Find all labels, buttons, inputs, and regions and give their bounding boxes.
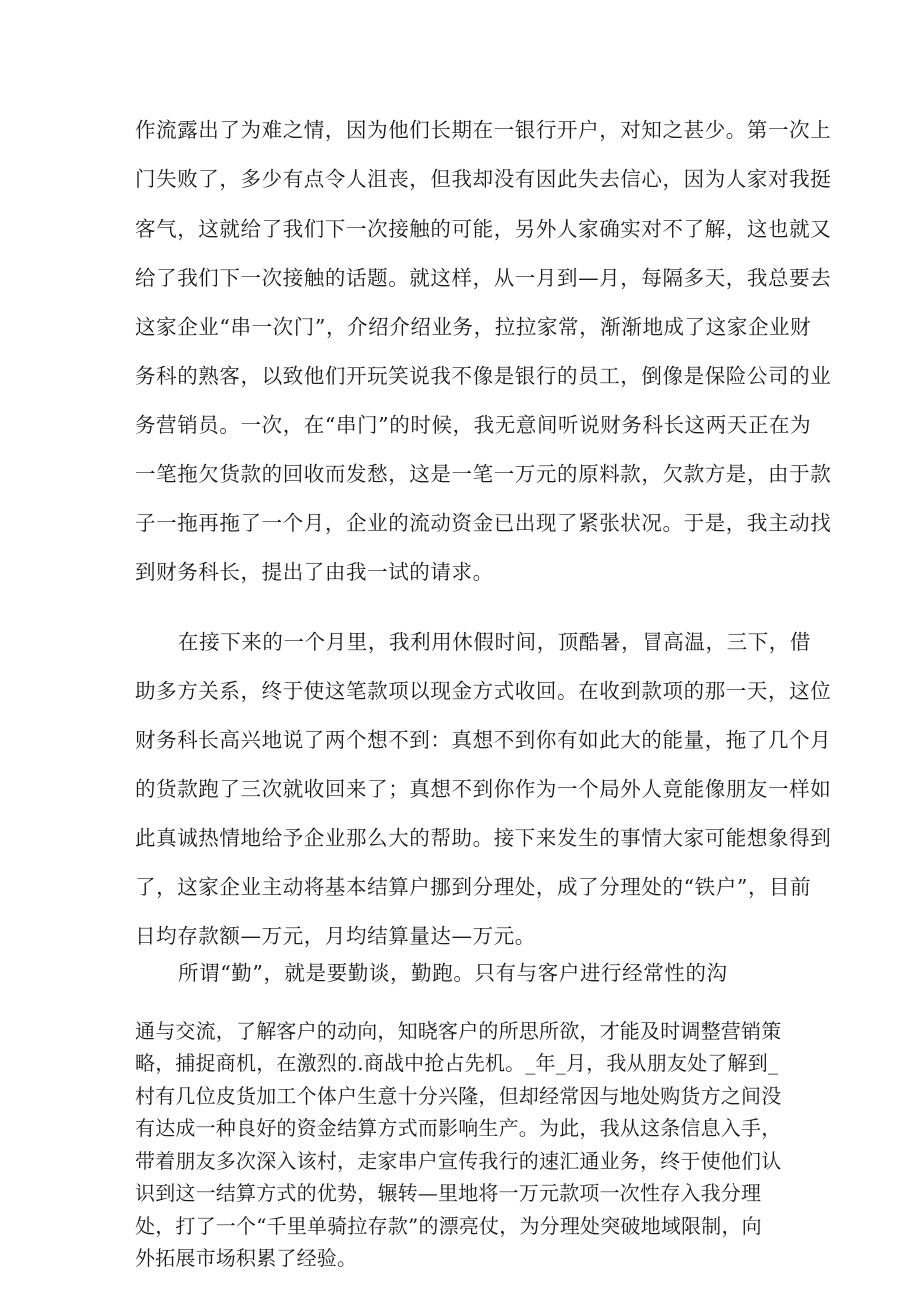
paragraph-1-line-4: 给了我们下一次接触的话题。就这样，从一月到—月，每隔多天，我总要去 bbox=[135, 266, 832, 290]
paragraph-2-line-1: 在接下来的一个月里，我利用休假时间，顶酷暑，冒高温，三下，借 bbox=[178, 630, 811, 654]
paragraph-2-line-3: 财务科长高兴地说了两个想不到：真想不到你有如此大的能量，拖了几个月 bbox=[135, 728, 832, 752]
paragraph-1-line-10: 到财务科长，提出了由我一试的请求。 bbox=[135, 560, 494, 584]
paragraph-1-line-2: 门失败了，多少有点令人沮丧，但我却没有因此失去信心，因为人家对我挺 bbox=[135, 167, 832, 191]
paragraph-1-line-1: 作流露出了为难之情，因为他们长期在一银行开户，对知之甚少。第一次上 bbox=[135, 118, 832, 142]
paragraph-1-line-7: 务营销员。一次，在“串门”的时候，我无意间听说财务科长这两天正在为 bbox=[135, 413, 812, 437]
paragraph-1-line-6: 务科的熟客，以致他们开玩笑说我不像是银行的员工，倒像是保险公司的业 bbox=[135, 364, 832, 388]
paragraph-1-line-9: 子一拖再拖了一个月，企业的流动资金已出现了紧张状况。于是，我主动找 bbox=[135, 511, 832, 535]
paragraph-3-line-6: 带着朋友多次深入该村，走家串户宣传我行的速汇通业务，终于使他们认 bbox=[135, 1149, 782, 1173]
paragraph-3-line-3: 略，捕捉商机，在激烈的.商战中抢占先机。_年_月，我从朋友处了解到_ bbox=[135, 1051, 779, 1075]
paragraph-2-line-2: 助多方关系，终于使这笔款项以现金方式收回。在收到款项的那一天，这位 bbox=[135, 679, 832, 703]
paragraph-2-line-7: 日均存款额—万元，月均结算量达—万元。 bbox=[135, 924, 536, 948]
paragraph-2-line-6: 了，这家企业主动将基本结算户挪到分理处，成了分理处的“铁户”，目前 bbox=[135, 875, 812, 899]
paragraph-1-line-5: 这家企业“串一次门”，介绍介绍业务，拉拉家常，渐渐地成了这家企业财 bbox=[135, 315, 812, 339]
paragraph-3-line-8: 处，打了一个“千里单骑拉存款”的漂亮仗，为分理处突破地域限制，向 bbox=[135, 1214, 762, 1238]
paragraph-3-line-9: 外拓展市场积累了经验。 bbox=[135, 1246, 358, 1270]
paragraph-2-line-5: 此真诚热情地给予企业那么大的帮助。接下来发生的事情大家可能想象得到 bbox=[135, 826, 832, 850]
paragraph-3-line-1: 所谓“勤”，就是要勤谈，勤跑。只有与客户进行经常性的沟 bbox=[178, 961, 728, 985]
paragraph-3-line-7: 识到这一结算方式的优势，辗转—里地将一万元款项一次性存入我分理 bbox=[135, 1181, 762, 1205]
paragraph-3-line-5: 有达成一种良好的资金结算方式而影响生产。为此，我从这条信息入手， bbox=[135, 1116, 782, 1140]
paragraph-3-line-2: 通与交流，了解客户的动向，知晓客户的所思所欲，才能及时调整营销策 bbox=[135, 1019, 782, 1043]
paragraph-3-line-4: 村有几位皮货加工个体户生意十分兴隆，但却经常因与地处购货方之间没 bbox=[135, 1084, 782, 1108]
paragraph-1-line-3: 客气，这就给了我们下一次接触的可能，另外人家确实对不了解，这也就又 bbox=[135, 217, 832, 241]
paragraph-2-line-4: 的货款跑了三次就收回来了；真想不到你作为一个局外人竟能像朋友一样如 bbox=[135, 777, 832, 801]
paragraph-1-line-8: 一笔拖欠货款的回收而发愁，这是一笔一万元的原料款，欠款方是，由于款 bbox=[135, 462, 832, 486]
